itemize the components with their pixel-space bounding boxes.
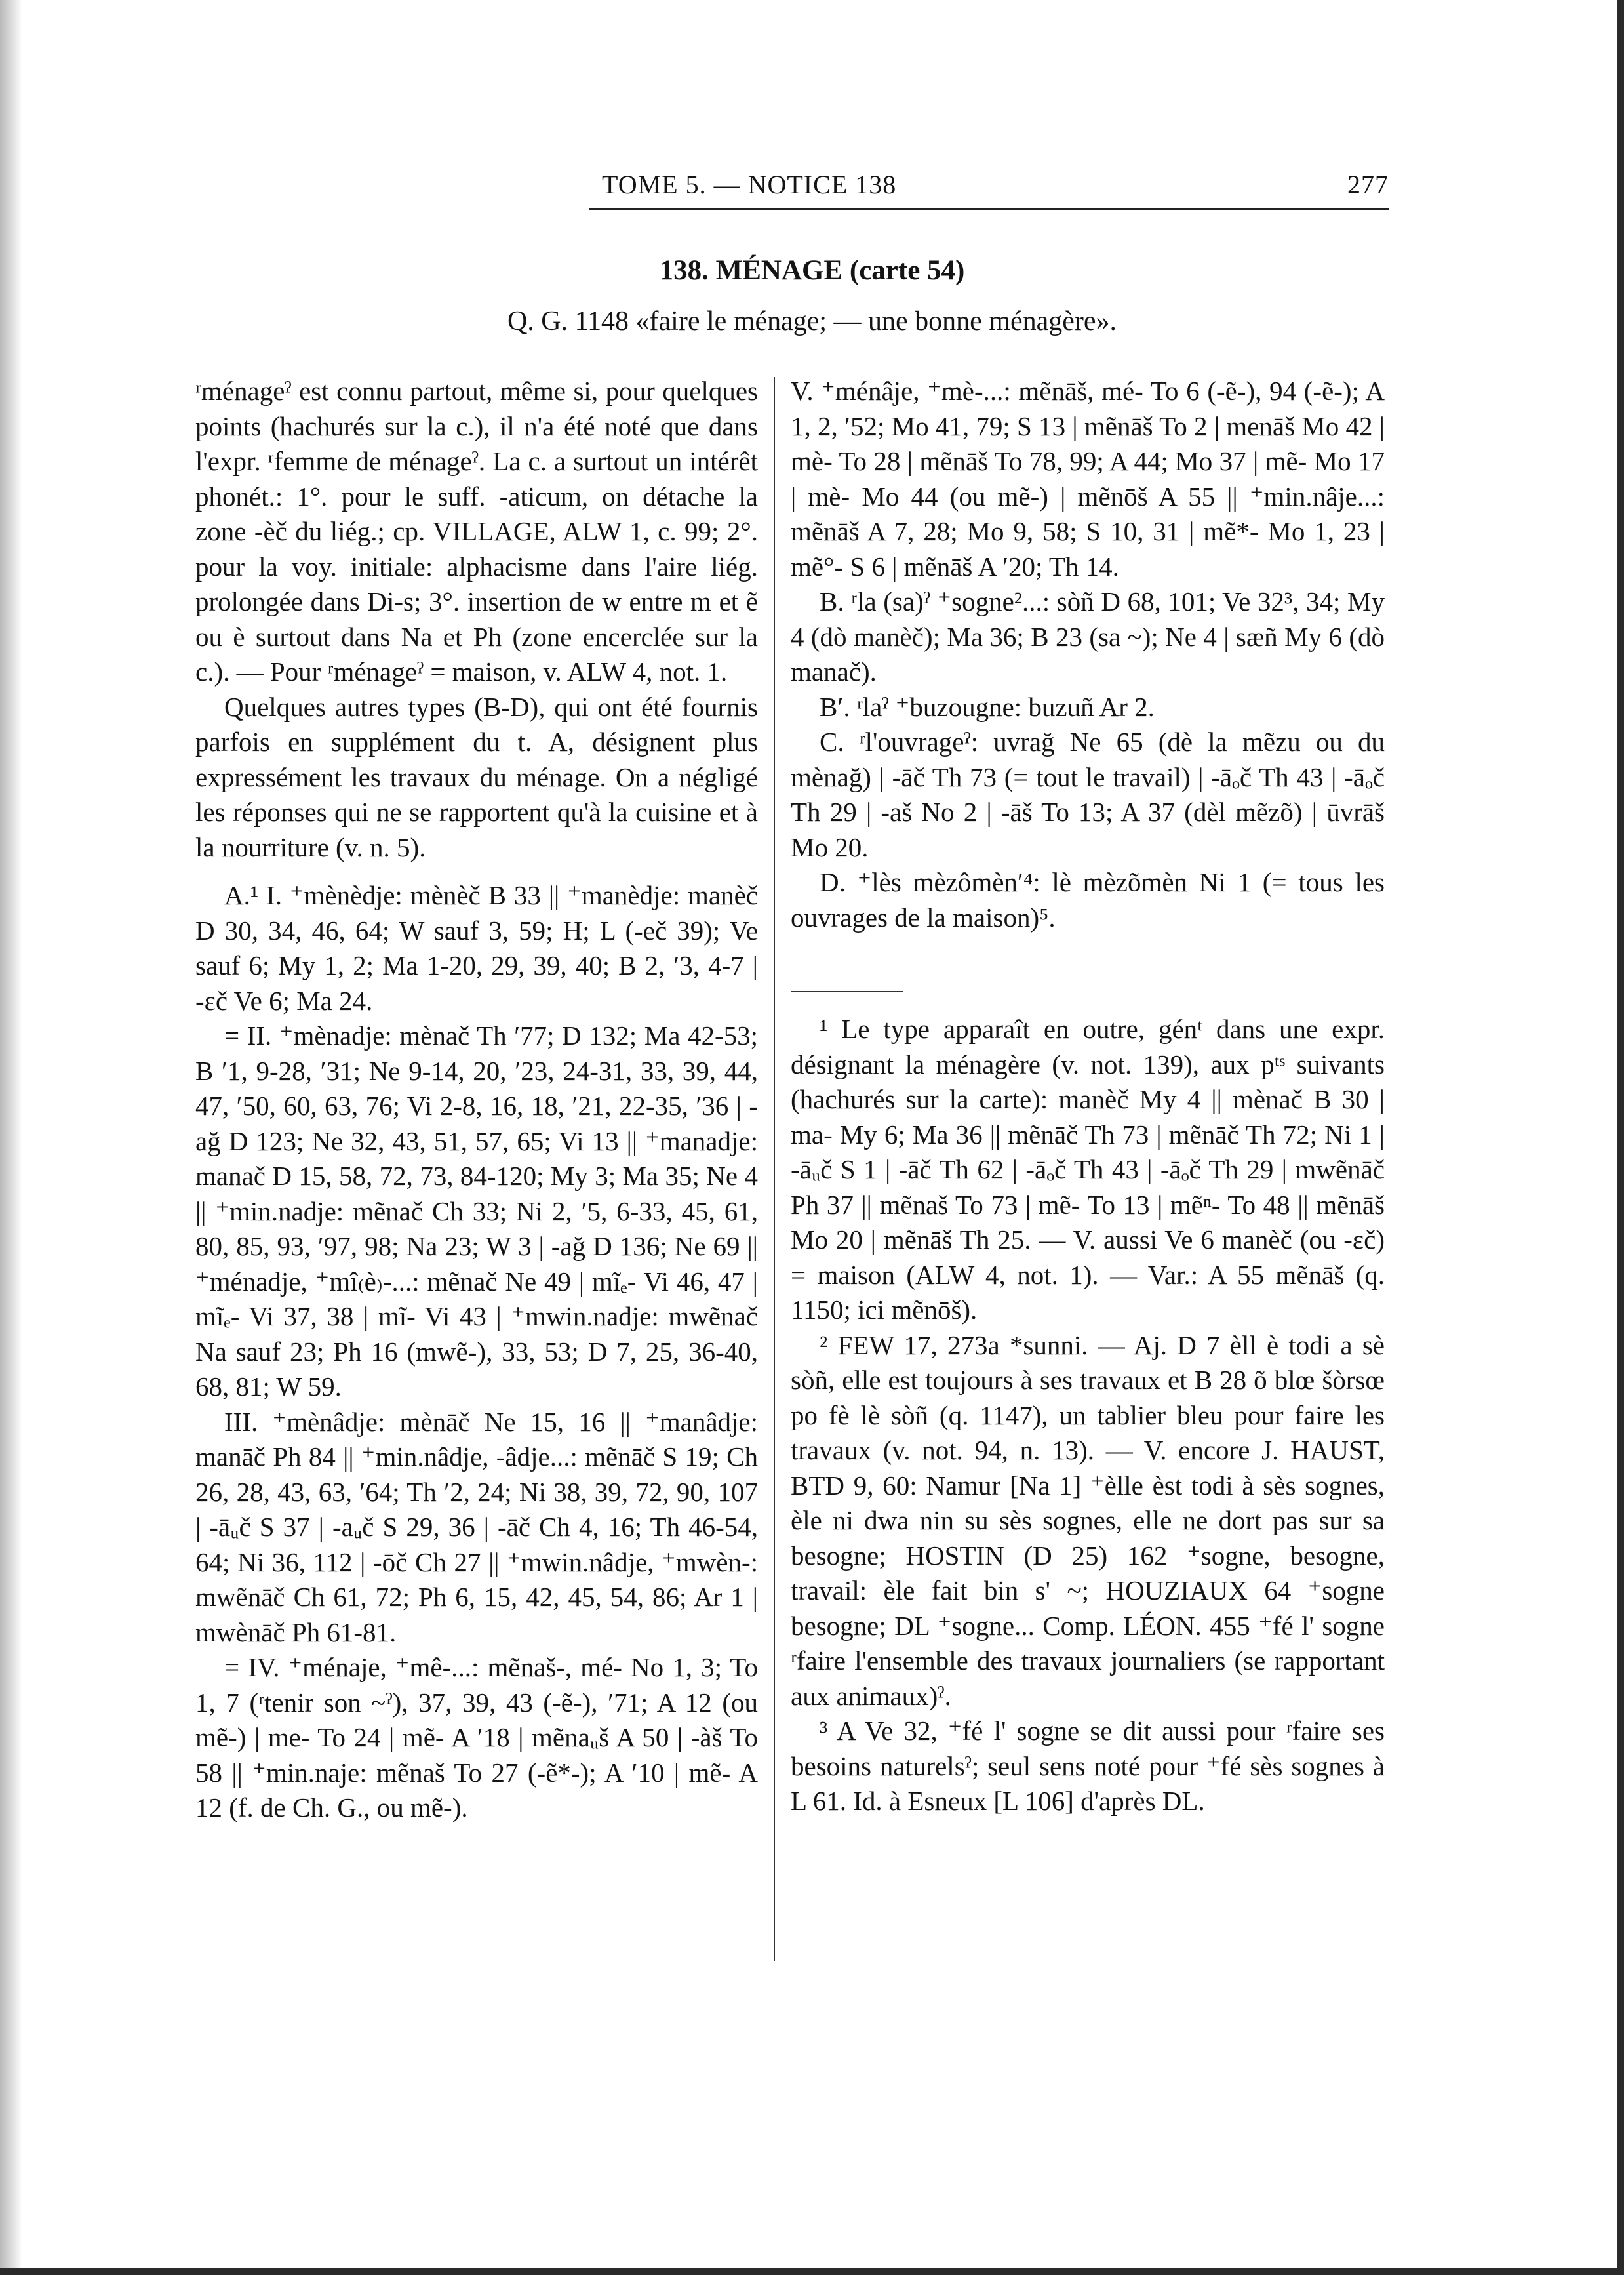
intro-paragraph: ʳménageˀ est connu partout, même si, pour quelques points (hachurés sur la c.), il n'a été noté que dans l'expr. ʳfemme de ménageˀ. La c. a surtout un intérêt phonét.: 1°. pour le suff. -aticum, on détache la zone -èč du liég.; cp. VILLAGE, ALW 1, c. 99; 2°. pour la voy. initiale: alphacisme dans l'aire liég. prolongée dans Di-s; 3°. insertion de w entre m et ẽ ou è surtout dans Na et Ph (zone encerclée sur la c.). — Pour ʳménageˀ = maison, v. ALW 4, not. 1. bbox=[195, 376, 758, 687]
footnote-1: ¹ Le type apparaît en outre, génᵗ dans une expr. désignant la ménagère (v. not. 139), aux pᵗˢ suivants (hachurés sur la carte): manèč My 4 || mènač B 30 | ma- My 6; Ma 36 || mẽnāč Th 73 | mẽnāč Th 72; Ni 1 | -āᵤč S 1 | -āč Th 62 | -āₒč Th 43 | -āₒč Th 29 | mwẽnāč Ph 37 || mẽnaš To 73 | mẽ- To 13 | mẽⁿ- To 48 || mẽnāš Mo 20 | mẽnāš Th 25. — V. aussi Ve 6 manèč (ou -ɛč) = maison (ALW 4, not. 1). — Var.: A 55 mẽnāš (q. 1150; ici mẽnōš). bbox=[791, 1014, 1385, 1325]
right-column bbox=[791, 374, 1385, 1819]
scan-edge-left bbox=[0, 0, 22, 2275]
footnote-rule bbox=[791, 991, 903, 992]
scan-edge-bottom bbox=[0, 2268, 1624, 2275]
header-rule bbox=[589, 208, 1389, 210]
type-a-v-paragraph: V. ⁺ménâje, ⁺mè-...: mẽnāš, mé- To 6 (-ẽ-), 94 (-ẽ-); A 1, 2, ′52; Mo 41, 79; S 13 | mẽnāš To 2 | menāš Mo 42 | mè- To 28 | mẽnāš To 78, 99; A 44; Mo 37 | mẽ- Mo 17 | mè- Mo 44 (ou mẽ-) | mẽnōš A 55 || ⁺min.nâje...: mẽnāš A 7, 28; Mo 9, 58; S 10, 31 | mẽ*- Mo 1, 23 | mẽ°- S 6 | mẽnāš A ′20; Th 14. bbox=[791, 376, 1385, 582]
type-a-i-paragraph: A.¹ I. ⁺mènèdje: mènèč B 33 || ⁺manèdje: manèč D 30, 34, 46, 64; W sauf 3, 59; H; L (-eč 39); Ve sauf 6; My 1, 2; Ma 1-20, 29, 39, 40; B 2, ′3, 4-7 | -ɛč Ve 6; Ma 24. bbox=[195, 880, 758, 1016]
column-divider bbox=[774, 377, 775, 1961]
type-c-paragraph: C. ʳl'ouvrageˀ: uvrağ Ne 65 (dè la mẽzu ou du mènağ) | -āč Th 73 (= tout le travail) | -āₒč Th 43 | -āₒč Th 29 | -aš No 2 | -āš To 13; A 37 (dèl mẽzõ) | ūvrāš Mo 20. bbox=[791, 727, 1385, 862]
article-title: 138. MÉNAGE (carte 54) bbox=[659, 255, 965, 286]
type-d-paragraph: D. ⁺lès mèzômèn′⁴: lè mèzõmèn Ni 1 (= tous les ouvrages de la maison)⁵. bbox=[791, 867, 1385, 933]
type-a-ii-paragraph: = II. ⁺mènadje: mènač Th ′77; D 132; Ma 42-53; B ′1, 9-28, ′31; Ne 9-14, 20, ′23, 24-31, 33, 39, 44, 47, ′50, 60, 63, 76; Vi 2-8, 16, 18, ′21, 22-35, ′36 | -ağ D 123; Ne 32, 43, 51, 57, 65; Vi 13 || ⁺manadje: manač D 15, 58, 72, 73, 84-120; My 3; Ma 35; Ne 4 || ⁺min.nadje: mẽnač Ch 33; Ni 2, ′5, 6-33, 45, 61, 80, 85, 93, ′97, 98; Na 23; W 3 | -ağ D 136; Ne 69 || ⁺ménadje, ⁺mî₍è₎-...: mẽnač Ne 49 | mĩₑ- Vi 46, 47 | mĩₑ- Vi 37, 38 | mĩ- Vi 43 | ⁺mwin.nadje: mwẽnač Na sauf 23; Ph 16 (mwẽ-), 33, 53; D 7, 25, 36-40, 68, 81; W 59. bbox=[195, 1020, 758, 1401]
type-b-prime-paragraph: B′. ʳlaˀ ⁺buzougne: buzuñ Ar 2. bbox=[820, 691, 1155, 722]
running-title: TOME 5. — NOTICE 138 bbox=[602, 170, 897, 199]
type-a-iv-paragraph: = IV. ⁺ménaje, ⁺mê-...: mẽnaš-, mé- No 1, 3; To 1, 7 (ʳtenir son ~ˀ), 37, 39, 43 (-ẽ-), ′71; A 12 (ou mẽ-) | me- To 24 | mẽ- A ′18 | mẽnaᵤš A 50 | -àš To 58 || ⁺min.naje: mẽnaš To 27 (-ẽ*-); A ′10 | mẽ- A 12 (f. de Ch. G., ou mẽ-). bbox=[195, 1652, 758, 1822]
article-subtitle: Q. G. 1148 «faire le ménage; — une bonne ménagère». bbox=[507, 306, 1117, 336]
types-paragraph: Quelques autres types (B-D), qui ont été fournis parfois en supplément du t. A, désignent plus expressément les travaux du ménage. On a négligé les réponses qui ne se rapportent qu'à la cuisine et à la nourriture (v. n. 5). bbox=[195, 691, 758, 862]
scan-edge-right bbox=[1617, 0, 1624, 2275]
type-b-paragraph: B. ʳla (sa)ˀ ⁺sogne²...: sòñ D 68, 101; Ve 32³, 34; My 4 (dò manèč); Ma 36; B 23 (sa ~); Ne 4 | sæñ My 6 (dò manač). bbox=[791, 586, 1385, 687]
page-number: 277 bbox=[1347, 170, 1389, 199]
footnote-2: ² FEW 17, 273a *sunni. — Aj. D 7 èll è todi a sè sòñ, elle est toujours à ses travaux et B 28 õ blœ šòrsœ po fè lè sòñ (q. 1147), un tablier bleu pour faire les travaux (v. not. 94, n. 13). — V. encore J. HAUST, BTD 9, 60: Namur [Na 1] ⁺èlle èst todi à sès sognes, èle ni dwa nin su sès sognes, elle ne dort pas sur sa besogne; HOSTIN (D 25) 162 ⁺sogne, besogne, travail: èle fait bin s' ~; HOUZIAUX 64 ⁺sogne besogne; DL ⁺sogne... Comp. LÉON. 455 ⁺fé l' sogne ʳfaire l'ensemble des travaux journaliers (se rapportant aux animaux)ˀ. bbox=[791, 1329, 1385, 1711]
footnote-3: ³ A Ve 32, ⁺fé l' sogne se dit aussi pour ʳfaire ses besoins naturelsˀ; seul sens noté pour ⁺fé sès sognes à L 61. Id. à Esneux [L 106] d'après DL. bbox=[791, 1716, 1385, 1816]
type-a-iii-paragraph: III. ⁺mènâdje: mènāč Ne 15, 16 || ⁺manâdje: manāč Ph 84 || ⁺min.nâdje, -âdje...: mẽnāč S 19; Ch 26, 28, 43, 63, ′64; Th ′2, 24; Ni 38, 39, 72, 90, 107 | -āᵤč S 37 | -aᵤč S 29, 36 | -āč Ch 4, 16; Th 46-54, 64; Ni 36, 112 | -ōč Ch 27 || ⁺mwin.nâdje, ⁺mwèn-: mwẽnāč Ch 61, 72; Ph 6, 15, 42, 45, 54, 86; Ar 1 | mwènāč Ph 61-81. bbox=[195, 1406, 758, 1647]
left-column bbox=[195, 374, 758, 1826]
